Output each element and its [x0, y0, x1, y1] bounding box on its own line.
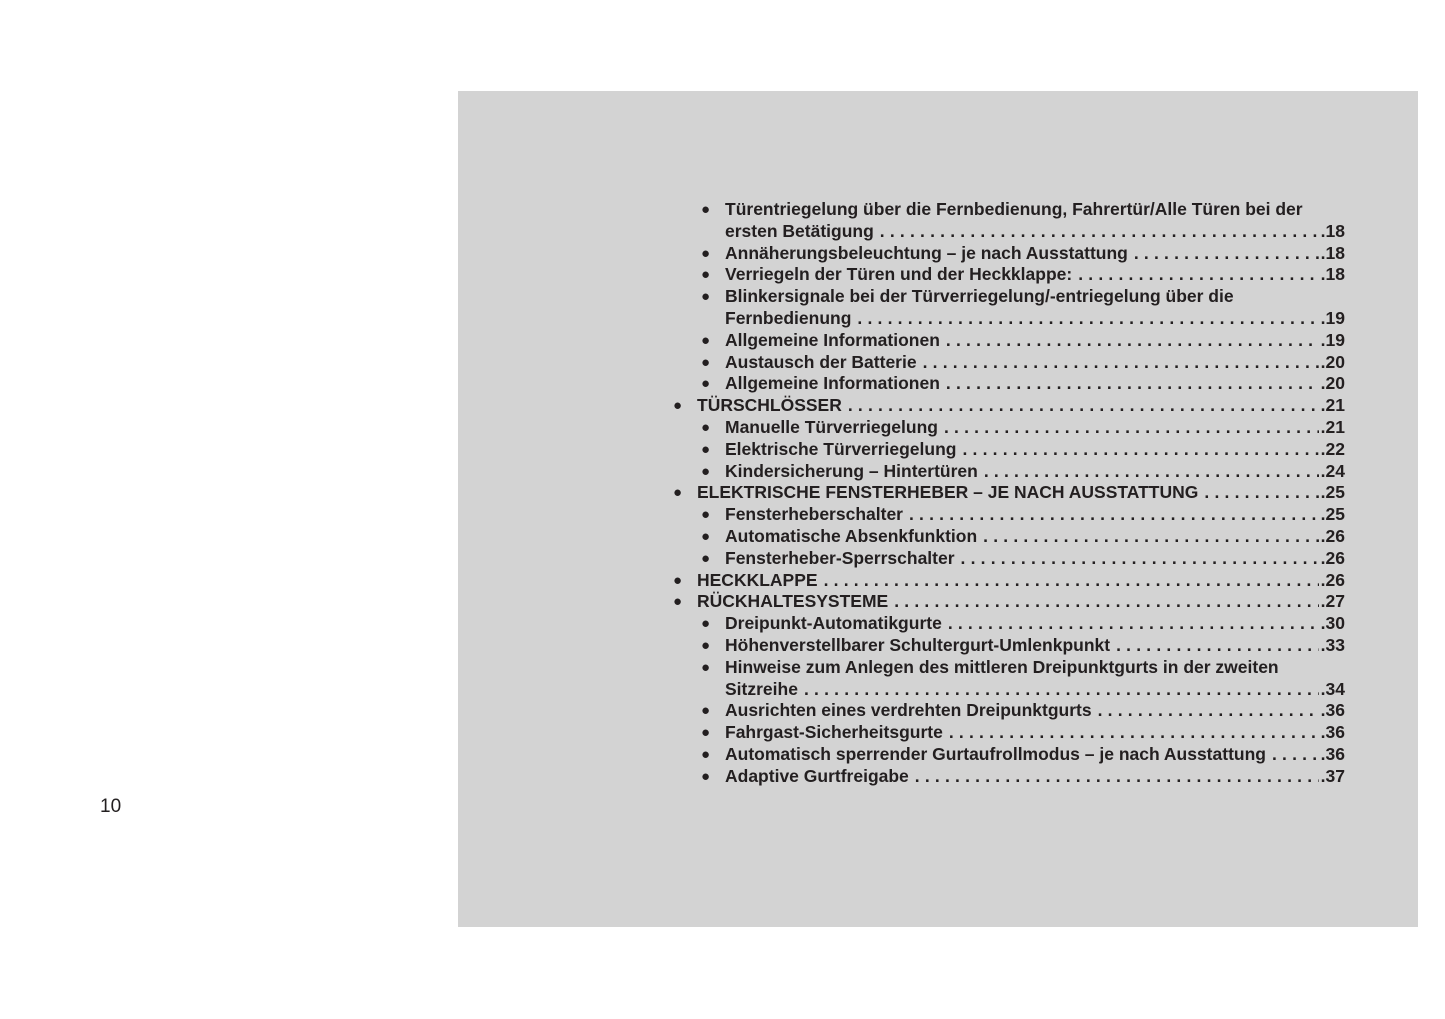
dot-leader — [851, 308, 1318, 330]
toc-section-entry[interactable] — [668, 482, 1345, 504]
toc-page-number: .19 — [1320, 329, 1345, 350]
toc-subentry[interactable] — [668, 243, 1345, 265]
toc-page-number: .36 — [1320, 700, 1345, 721]
dot-leader — [917, 352, 1319, 374]
dot-leader — [978, 461, 1319, 483]
bullet-icon: ● — [701, 353, 711, 371]
dot-leader — [874, 221, 1319, 243]
toc-entry-title: Verriegeln der Türen und der Heckklappe: — [725, 264, 1073, 285]
toc-subentry[interactable] — [668, 461, 1345, 483]
dot-leader — [938, 417, 1319, 439]
bullet-icon: ● — [701, 767, 711, 785]
toc-page-number: .33 — [1320, 634, 1345, 655]
toc-entry-title-line: Blinkersignale bei der Türverriegelung/-entriegelung über die — [725, 286, 1234, 307]
bullet-icon: ● — [701, 288, 711, 306]
dot-leader — [940, 330, 1319, 352]
bullet-icon: ● — [701, 266, 711, 284]
bullet-icon: ● — [701, 658, 711, 676]
bullet-icon: ● — [701, 375, 711, 393]
toc-page-number: .21 — [1320, 395, 1345, 416]
bullet-icon: ● — [673, 593, 683, 611]
toc-entry-title: Adaptive Gurtfreigabe — [725, 765, 909, 786]
toc-page-number: .18 — [1320, 264, 1345, 285]
bullet-icon: ● — [701, 331, 711, 349]
toc-entry-title: ersten Betätigung — [725, 220, 874, 241]
toc-entry-title: Fensterheber-Sperrschalter — [725, 547, 955, 568]
toc-entry-title: Dreipunkt-Automatikgurte — [725, 613, 942, 634]
toc-entry-title: TÜRSCHLÖSSER — [697, 395, 842, 416]
toc-page-number: .26 — [1320, 569, 1345, 590]
toc-entry-title: Manuelle Türverriegelung — [725, 416, 938, 437]
bullet-icon: ● — [701, 549, 711, 567]
toc-subentry[interactable] — [668, 613, 1345, 635]
toc-entry-title: Sitzreihe — [725, 678, 798, 699]
toc-subentry[interactable] — [668, 264, 1345, 286]
toc-subentry[interactable] — [668, 700, 1345, 722]
toc-entry-title: Allgemeine Informationen — [725, 329, 940, 350]
bullet-icon: ● — [701, 724, 711, 742]
toc-subentry[interactable] — [668, 657, 1345, 701]
toc-entry-title: Automatisch sperrender Gurtaufrollmodus – je nach Ausstattung — [725, 743, 1266, 764]
toc-subentry[interactable] — [668, 722, 1345, 744]
toc-subentry[interactable] — [668, 635, 1345, 657]
toc-subentry[interactable] — [668, 417, 1345, 439]
toc-page-number: .22 — [1320, 438, 1345, 459]
toc-page-number: .20 — [1320, 373, 1345, 394]
dot-leader — [1198, 482, 1318, 504]
table-of-contents — [668, 199, 1345, 788]
toc-page-number: .25 — [1320, 482, 1345, 503]
toc-page-number: .27 — [1320, 591, 1345, 612]
toc-page-number: .36 — [1320, 743, 1345, 764]
dot-leader — [1128, 243, 1319, 265]
toc-page-number: .30 — [1320, 613, 1345, 634]
toc-entry-title: Allgemeine Informationen — [725, 373, 940, 394]
toc-entry-title: Austausch der Batterie — [725, 351, 917, 372]
toc-entry-title: Fernbedienung — [725, 307, 852, 328]
dot-leader — [1266, 744, 1319, 766]
toc-subentry[interactable] — [668, 199, 1345, 243]
toc-entry-title-line: Türentriegelung über die Fernbedienung, Fahrertür/Alle Türen bei der — [725, 199, 1303, 219]
toc-subentry[interactable] — [668, 373, 1345, 395]
bullet-icon: ● — [701, 201, 711, 218]
toc-subentry[interactable] — [668, 526, 1345, 548]
dot-leader — [798, 679, 1319, 701]
dot-leader — [977, 526, 1319, 548]
toc-subentry[interactable] — [668, 766, 1345, 788]
dot-leader — [956, 439, 1318, 461]
bullet-icon: ● — [673, 397, 683, 415]
dot-leader — [842, 395, 1319, 417]
toc-page-number: .19 — [1320, 307, 1345, 328]
toc-entry-title: Kindersicherung – Hintertüren — [725, 460, 978, 481]
dot-leader — [1072, 264, 1318, 286]
toc-subentry[interactable] — [668, 744, 1345, 766]
page-number: 10 — [100, 796, 122, 817]
bullet-icon: ● — [673, 484, 683, 502]
bullet-icon: ● — [701, 636, 711, 654]
dot-leader — [942, 613, 1319, 635]
toc-entry-title: Fahrgast-Sicherheitsgurte — [725, 722, 943, 743]
toc-subentry[interactable] — [668, 504, 1345, 526]
dot-leader — [955, 548, 1319, 570]
toc-subentry[interactable] — [668, 330, 1345, 352]
toc-page-number: .37 — [1320, 765, 1345, 786]
toc-entry-title: Annäherungsbeleuchtung – je nach Ausstattung — [725, 242, 1128, 263]
toc-entry-title: RÜCKHALTESYSTEME — [697, 591, 889, 612]
toc-section-entry[interactable] — [668, 570, 1345, 592]
toc-entry-title: Höhenverstellbarer Schultergurt-Umlenkpunkt — [725, 634, 1111, 655]
toc-page-number: .24 — [1320, 460, 1345, 481]
dot-leader — [818, 570, 1319, 592]
bullet-icon: ● — [673, 571, 683, 589]
dot-leader — [909, 766, 1319, 788]
bullet-icon: ● — [701, 506, 711, 524]
toc-entry-title: Elektrische Türverriegelung — [725, 438, 957, 459]
toc-subentry[interactable] — [668, 548, 1345, 570]
toc-subentry[interactable] — [668, 286, 1345, 330]
dot-leader — [940, 373, 1319, 395]
toc-entry-title-line: Hinweise zum Anlegen des mittleren Dreipunktgurts in der zweiten — [725, 656, 1279, 677]
bullet-icon: ● — [701, 615, 711, 633]
toc-entry-title: ELEKTRISCHE FENSTERHEBER – JE NACH AUSSTATTUNG — [697, 482, 1199, 503]
dot-leader — [1092, 700, 1319, 722]
bullet-icon: ● — [701, 702, 711, 720]
dot-leader — [1110, 635, 1319, 657]
toc-entry-title: HECKKLAPPE — [697, 569, 818, 590]
toc-page-number: .18 — [1320, 242, 1345, 263]
bullet-icon: ● — [701, 462, 711, 480]
toc-page-number: .26 — [1320, 525, 1345, 546]
toc-page-number: .18 — [1320, 220, 1345, 241]
bullet-icon: ● — [701, 418, 711, 436]
toc-section-entry[interactable] — [668, 591, 1345, 613]
bullet-icon: ● — [701, 440, 711, 458]
toc-subentry[interactable] — [668, 352, 1345, 374]
toc-subentry[interactable] — [668, 439, 1345, 461]
bullet-icon: ● — [701, 527, 711, 545]
bullet-icon: ● — [701, 244, 711, 262]
toc-page-number: .36 — [1320, 722, 1345, 743]
toc-page-number: .21 — [1320, 416, 1345, 437]
dot-leader — [943, 722, 1319, 744]
toc-page-number: .20 — [1320, 351, 1345, 372]
toc-page-number: .34 — [1320, 678, 1345, 699]
toc-entry-title: Automatische Absenkfunktion — [725, 525, 978, 546]
toc-entry-title: Fensterheberschalter — [725, 504, 903, 525]
dot-leader — [888, 591, 1318, 613]
toc-section-entry[interactable] — [668, 395, 1345, 417]
toc-page-number: .25 — [1320, 504, 1345, 525]
bullet-icon: ● — [701, 745, 711, 763]
dot-leader — [903, 504, 1319, 526]
toc-page-number: .26 — [1320, 547, 1345, 568]
toc-entry-title: Ausrichten eines verdrehten Dreipunktgurts — [725, 700, 1092, 721]
